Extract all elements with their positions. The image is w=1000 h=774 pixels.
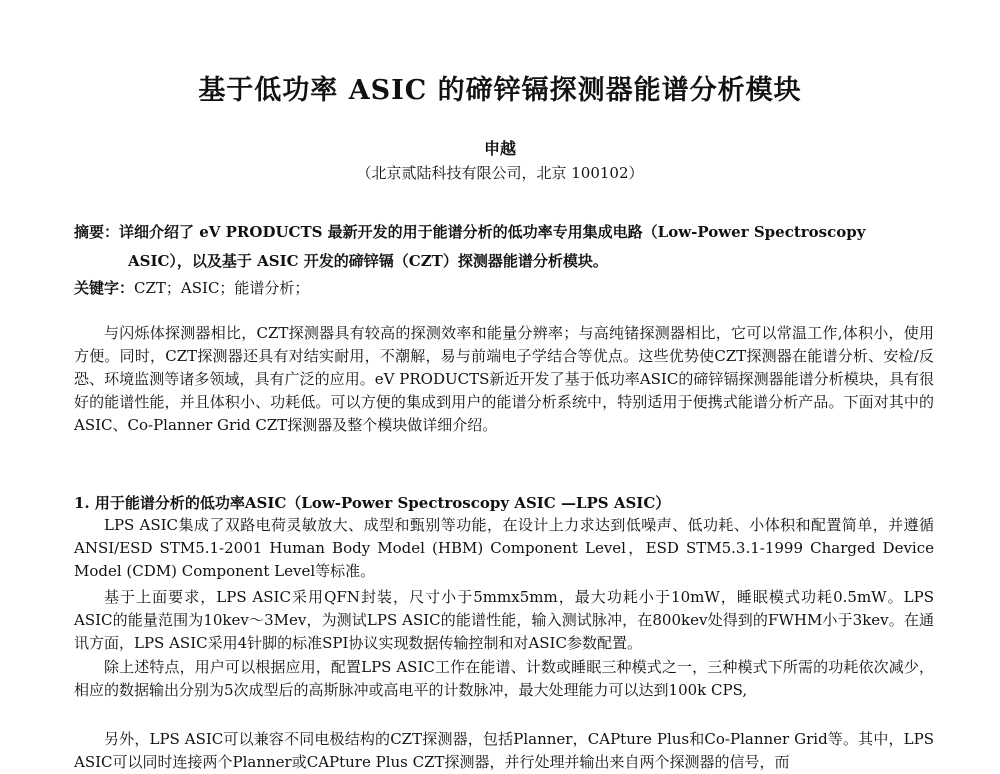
keywords-text: CZT；ASIC；能谱分析；	[134, 279, 310, 297]
keywords-label: 关键字：	[74, 279, 135, 297]
section-1-paragraph-4: 另外，LPS ASIC可以兼容不同电极结构的CZT探测器，包括Planner，CAPture Plus和Co-Planner Grid等。其中，LPS ASIC可以同时连接两个Planner或CAPture Plus CZT探测器，并行处理并输出来自两个探测器的信号，而	[74, 730, 934, 771]
section-1-paragraph-1: LPS ASIC集成了双路电荷灵敏放大、成型和甄别等功能，在设计上力求达到低噪声、低功耗、小体积和配置简单，并遵循ANSI/ESD STM5.1-2001 Human Body Model (HBM) Component Level，ESD STM5.3.1-1999 Charged Device Model (CDM) Component Level等标准。	[74, 516, 934, 580]
section-1-paragraph-2: 基于上面要求，LPS ASIC采用QFN封装，尺寸小于5mmx5mm，最大功耗小于10mW，睡眠模式功耗0.5mW。LPS ASIC的能量范围为10kev～3Mev，为测试LPS ASIC的能谱性能，输入测试脉冲，在800kev处得到的FWHM小于3kev。在通讯方面，LPS ASIC采用4针脚的标准SPI协议实现数据传输控制和对ASIC参数配置。	[74, 588, 934, 652]
section-1-heading: 1. 用于能谱分析的低功率ASIC（Low-Power Spectroscopy ASIC —LPS ASIC）	[74, 494, 671, 512]
author-name: 申越	[483, 139, 516, 158]
intro-paragraph: 与闪烁体探测器相比，CZT探测器具有较高的探测效率和能量分辨率；与高纯锗探测器相比，它可以常温工作,体积小，使用方便。同时，CZT探测器还具有对结实耐用，不潮解，易与前端电子学结合等优点。这些优势使CZT探测器在能谱分析、安检/反恐、环境监测等诸多领域，具有广泛的应用。eV PRODUCTS新近开发了基于低功率ASIC的碲锌镉探测器能谱分析模块，具有很好的能谱性能，并且体积小、功耗低。可以方便的集成到用户的能谱分析系统中，特别适用于便携式能谱分析产品。下面对其中的ASIC、Co-Planner Grid CZT探测器及整个模块做详细介绍。	[74, 324, 934, 434]
author-affiliation: （北京贰陆科技有限公司，北京 100102）	[356, 164, 644, 182]
paper-title: 基于低功率 ASIC 的碲锌镉探测器能谱分析模块	[198, 75, 802, 106]
keywords	[74, 276, 934, 300]
section-1-paragraph-3: 除上述特点，用户可以根据应用，配置LPS ASIC工作在能谱、计数或睡眠三种模式之一，三种模式下所需的功耗依次减少，相应的数据输出分别为5次成型后的高斯脉冲或高电平的计数脉冲，最大处理能力可以达到100k CPS,	[74, 658, 934, 699]
abstract: 摘要：详细介绍了 eV PRODUCTS 最新开发的用于能谱分析的低功率专用集成电路（Low-Power Spectroscopy ASIC），以及基于 ASIC 开发的碲锌镉（CZT）探测器能谱分析模块。	[74, 223, 866, 270]
